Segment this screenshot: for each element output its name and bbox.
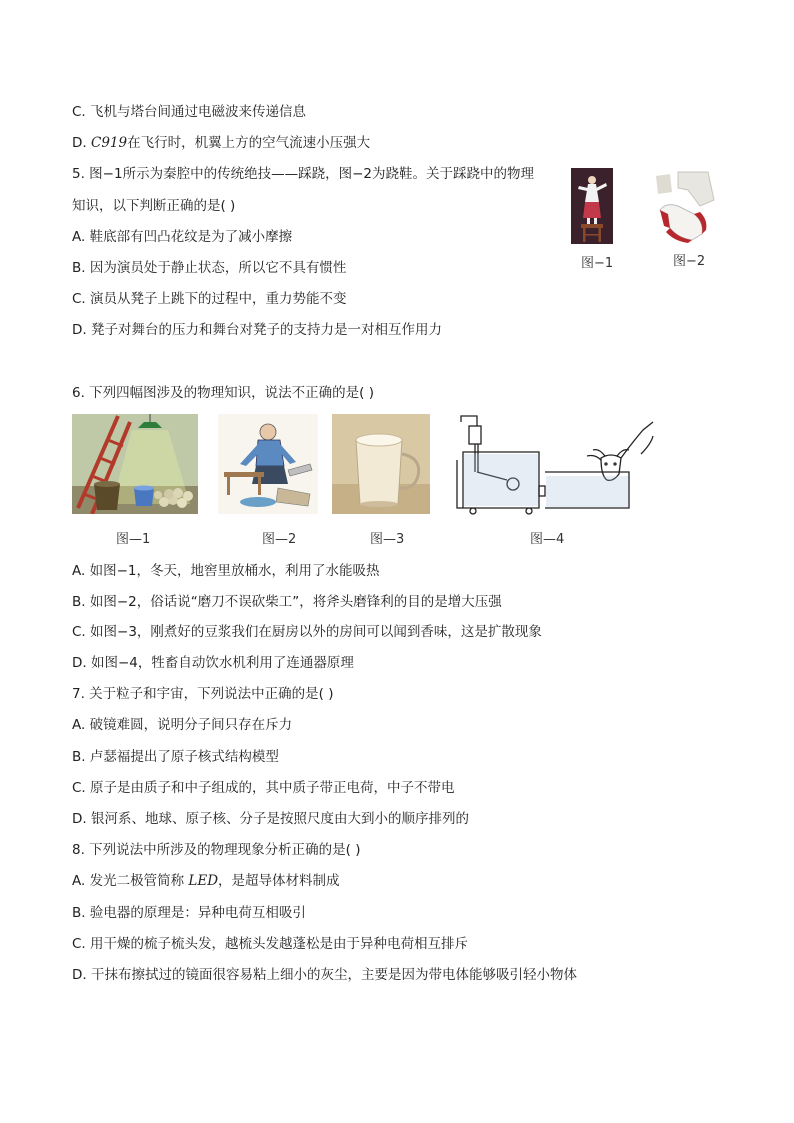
q8-stem: 8. 下列说法中所涉及的物理现象分析正确的是( )	[72, 842, 361, 858]
q4-option-d: D. C919在飞行时，机翼上方的空气流速小压强大	[72, 135, 371, 151]
q5-option-a: A. 鞋底部有凹凸花纹是为了减小摩擦	[72, 229, 293, 245]
q6-option-a: A. 如图−1，冬天，地窖里放桶水，利用了水能吸热	[72, 563, 380, 579]
q5-figure1-caption: 图−1	[581, 256, 614, 271]
q5-figure2-caption: 图−2	[673, 254, 706, 269]
q6-figure1-caption: 图—1	[116, 532, 151, 547]
q6-option-b: B. 如图−2，俗话说“磨刀不误砍柴工”，将斧头磨锋利的目的是增大压强	[72, 594, 502, 610]
q6-option-c: C. 如图−3，刚煮好的豆浆我们在厨房以外的房间可以闻到香味，这是扩散现象	[72, 624, 542, 640]
q8-option-d: D. 干抹布擦拭过的镜面很容易粘上细小的灰尘，主要是因为带电体能够吸引轻小物体	[72, 967, 577, 983]
q7-option-c: C. 原子是由质子和中子组成的，其中质子带正电荷，中子不带电	[72, 780, 455, 796]
q6-stem: 6. 下列四幅图涉及的物理知识，说法不正确的是( )	[72, 385, 374, 401]
q6-figure2-caption: 图—2	[262, 532, 297, 547]
q6-figure4-water-dispenser-diagram	[455, 414, 655, 524]
q7-option-a: A. 破镜难圆，说明分子间只存在斥力	[72, 717, 293, 733]
q8-option-c: C. 用干燥的梳子梳头发，越梳头发越蓬松是由于异种电荷相互排斥	[72, 936, 469, 952]
q8-option-a: A. 发光二极管简称 LED，是超导体材料制成	[72, 873, 340, 889]
q7-option-d: D. 银河系、地球、原子核、分子是按照尺度由大到小的顺序排列的	[72, 811, 469, 827]
q8-option-b: B. 验电器的原理是：异种电荷互相吸引	[72, 905, 306, 921]
q5-option-c: C. 演员从凳子上跳下的过程中，重力势能不变	[72, 291, 347, 307]
q5-figure2-shoe-image	[648, 170, 720, 244]
q6-figure3-soymilk-image	[332, 414, 430, 514]
q5-figure1-performer-image	[571, 168, 613, 244]
q6-option-d: D. 如图−4，牲畜自动饮水机利用了连通器原理	[72, 655, 354, 671]
q5-option-d: D. 凳子对舞台的压力和舞台对凳子的支持力是一对相互作用力	[72, 322, 442, 338]
q7-stem: 7. 关于粒子和宇宙，下列说法中正确的是( )	[72, 686, 334, 702]
q6-figure2-sharpening-image	[218, 414, 318, 514]
q5-option-b: B. 因为演员处于静止状态，所以它不具有惯性	[72, 260, 347, 276]
q5-stem-line1: 5. 图−1所示为秦腔中的传统绝技——踩跷，图−2为跷鞋。关于踩跷中的物理	[72, 166, 534, 182]
q6-figure3-caption: 图—3	[370, 532, 405, 547]
q6-figure1-cellar-image	[72, 414, 198, 514]
q6-figure4-caption: 图—4	[530, 532, 565, 547]
q4-option-c: C. 飞机与塔台间通过电磁波来传递信息	[72, 104, 307, 120]
q5-stem-line2: 知识，以下判断正确的是( )	[72, 198, 236, 214]
q7-option-b: B. 卢瑟福提出了原子核式结构模型	[72, 749, 279, 765]
